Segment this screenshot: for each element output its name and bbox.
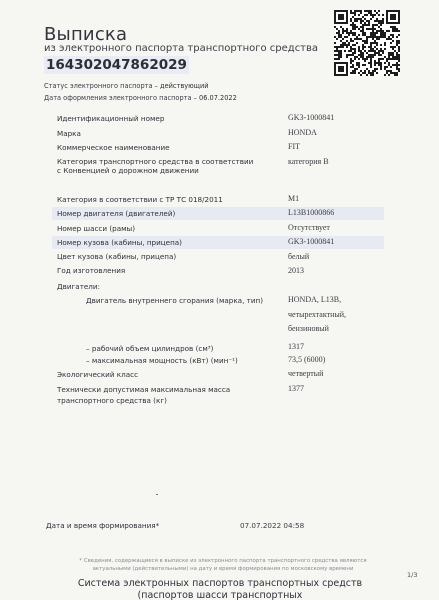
field-model-value: FIT bbox=[288, 142, 300, 151]
field-make-label: Марка bbox=[57, 129, 81, 138]
max-mass-value: 1377 bbox=[288, 384, 304, 393]
document-title: Выписка bbox=[44, 24, 128, 45]
max-mass-label-1: Технически допустимая максимальная масса bbox=[57, 385, 231, 394]
formed-value: 07.07.2022 04:58 bbox=[240, 521, 305, 530]
field-year-value: 2013 bbox=[288, 266, 304, 275]
page-number: 1/3 bbox=[407, 571, 418, 579]
field-category-label: Категория транспортного средства в соответствии с Конвенцией о дорожном движении bbox=[57, 157, 254, 175]
system-title-line-2: (паспортов шасси транспортных bbox=[137, 590, 303, 600]
max-mass-label-2: транспортного средства (кг) bbox=[57, 396, 167, 405]
issue-date-line bbox=[44, 94, 237, 102]
status-value: действующий bbox=[160, 82, 209, 90]
footnote-line-2: актуальными (действительными) на дату и время формирования по московскому времени bbox=[92, 566, 354, 572]
qr-code bbox=[334, 10, 400, 76]
field-color-label: Цвет кузова (кабины, прицепа) bbox=[57, 252, 177, 261]
field-year-label: Год изготовления bbox=[57, 266, 126, 275]
field-engine-number-value: L13B1000866 bbox=[288, 208, 335, 217]
field-category-value: категория B bbox=[288, 157, 329, 166]
field-color-value: белый bbox=[288, 252, 310, 261]
field-tr-category-value: M1 bbox=[288, 194, 300, 203]
formed-label: Дата и время формирования* bbox=[46, 521, 160, 530]
eco-class-label: Экологический класс bbox=[57, 370, 139, 379]
document-subtitle: из электронного паспорта транспортного средства bbox=[44, 43, 319, 54]
eco-class-value: четвертый bbox=[288, 369, 324, 378]
field-vin-value: GK3-1000841 bbox=[288, 113, 335, 122]
engine-type-label: Двигатель внутреннего сгорания (марка, тип) bbox=[86, 296, 264, 305]
status-label: Статус электронного паспорта – bbox=[44, 82, 158, 90]
engine-volume-label: – рабочий объем цилиндров (см³) bbox=[86, 344, 214, 353]
issue-date-label: Дата оформления электронного паспорта – bbox=[44, 94, 197, 102]
engine-power-label: – максимальная мощность (кВт) (мин⁻¹) bbox=[86, 356, 238, 365]
field-tr-category-label: Категория в соответствии с ТР ТС 018/2011 bbox=[57, 195, 223, 204]
field-model-label: Коммерческое наименование bbox=[57, 143, 170, 152]
engine-power-value: 73,5 (6000) bbox=[288, 355, 326, 364]
engine-type-value-1: HONDA, L13B, bbox=[288, 295, 342, 304]
field-chassis-value: Отсутствует bbox=[288, 223, 330, 232]
engine-volume-value: 1317 bbox=[288, 342, 304, 351]
field-body-number-value: GK3-1000841 bbox=[288, 237, 335, 246]
field-engine-number-label: Номер двигателя (двигателей) bbox=[57, 209, 176, 218]
issue-date-value: 06.07.2022 bbox=[199, 94, 237, 102]
engine-type-value-2: четырехтактный, bbox=[288, 310, 347, 319]
engines-heading: Двигатели: bbox=[57, 282, 100, 291]
footnote-line-1: * Сведения, содержащиеся в выписке из электронного паспорта транспортного средства являются bbox=[79, 558, 367, 564]
status-line bbox=[44, 82, 209, 90]
field-vin-label: Идентификационный номер bbox=[57, 114, 165, 123]
field-body-number-label: Номер кузова (кабины, прицепа) bbox=[57, 238, 182, 247]
engine-type-value-3: бензиновый bbox=[288, 324, 329, 333]
passport-number: 164302047862029 bbox=[46, 57, 187, 73]
field-make-value: HONDA bbox=[288, 128, 317, 137]
system-title-line-1: Система электронных паспортов транспортных средств bbox=[77, 578, 363, 589]
field-chassis-label: Номер шасси (рамы) bbox=[57, 224, 136, 233]
speck bbox=[156, 494, 158, 495]
